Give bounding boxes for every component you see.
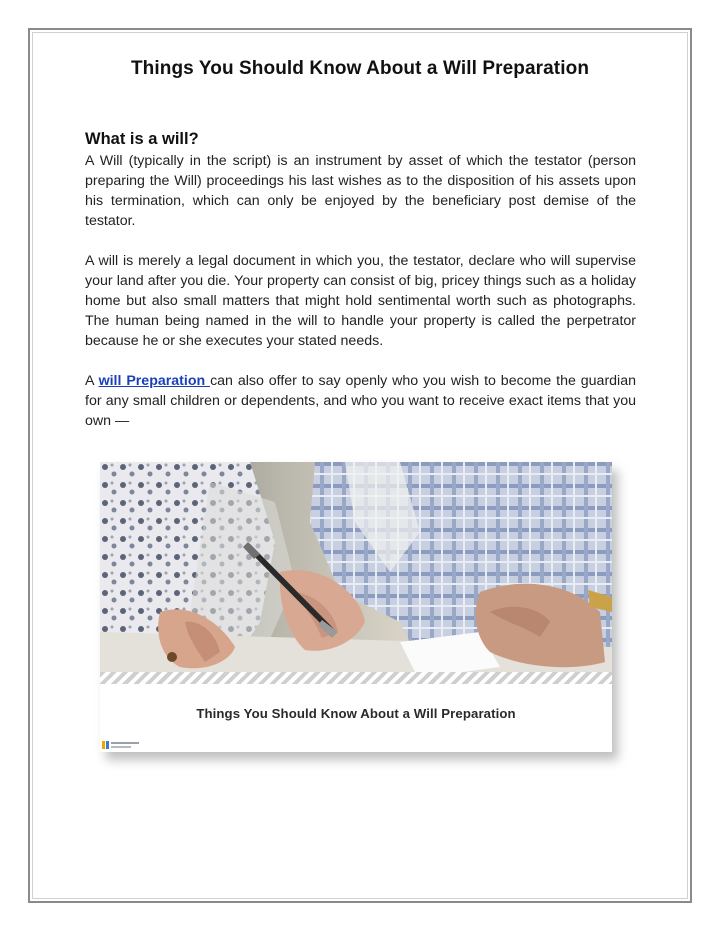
hero-photo <box>100 462 612 684</box>
hero-caption: Things You Should Know About a Will Preparation <box>196 706 516 721</box>
section-heading: What is a will? <box>85 130 199 148</box>
document-title: Things You Should Know About a Will Preparation <box>130 58 590 79</box>
will-preparation-link[interactable]: will Preparation <box>98 373 211 389</box>
hero-divider-stripe <box>100 672 612 684</box>
paragraph-2: A will is merely a legal document in which you, the testator, declare who will supervise your land after you die. Your property can consist of big, pricey things such as a holiday home but also small matters that might hold sentimental worth such as photographs. The human being named in the will to handle your property is called the perpetrator because he or she executes your stated needs. <box>85 253 636 349</box>
hero-image <box>100 462 612 752</box>
paragraph-3 <box>85 371 636 431</box>
paragraph-3-prefix: A <box>85 373 99 389</box>
document-body <box>85 130 636 431</box>
page-frame <box>28 28 692 903</box>
paragraph-1: A Will (typically in the script) is an instrument by asset of which the testator (person preparing the Will) proceedings his last wishes as to the disposition of his assets upon his termination, which can only be enjoyed by the beneficiary post demise of the testator. <box>85 153 636 229</box>
company-logo-icon <box>102 740 142 750</box>
paragraph-3-text: can also offer to say openly who you wish to become the guardian for any small children or dependents, and who you want to receive exact items that you own — <box>85 373 636 429</box>
